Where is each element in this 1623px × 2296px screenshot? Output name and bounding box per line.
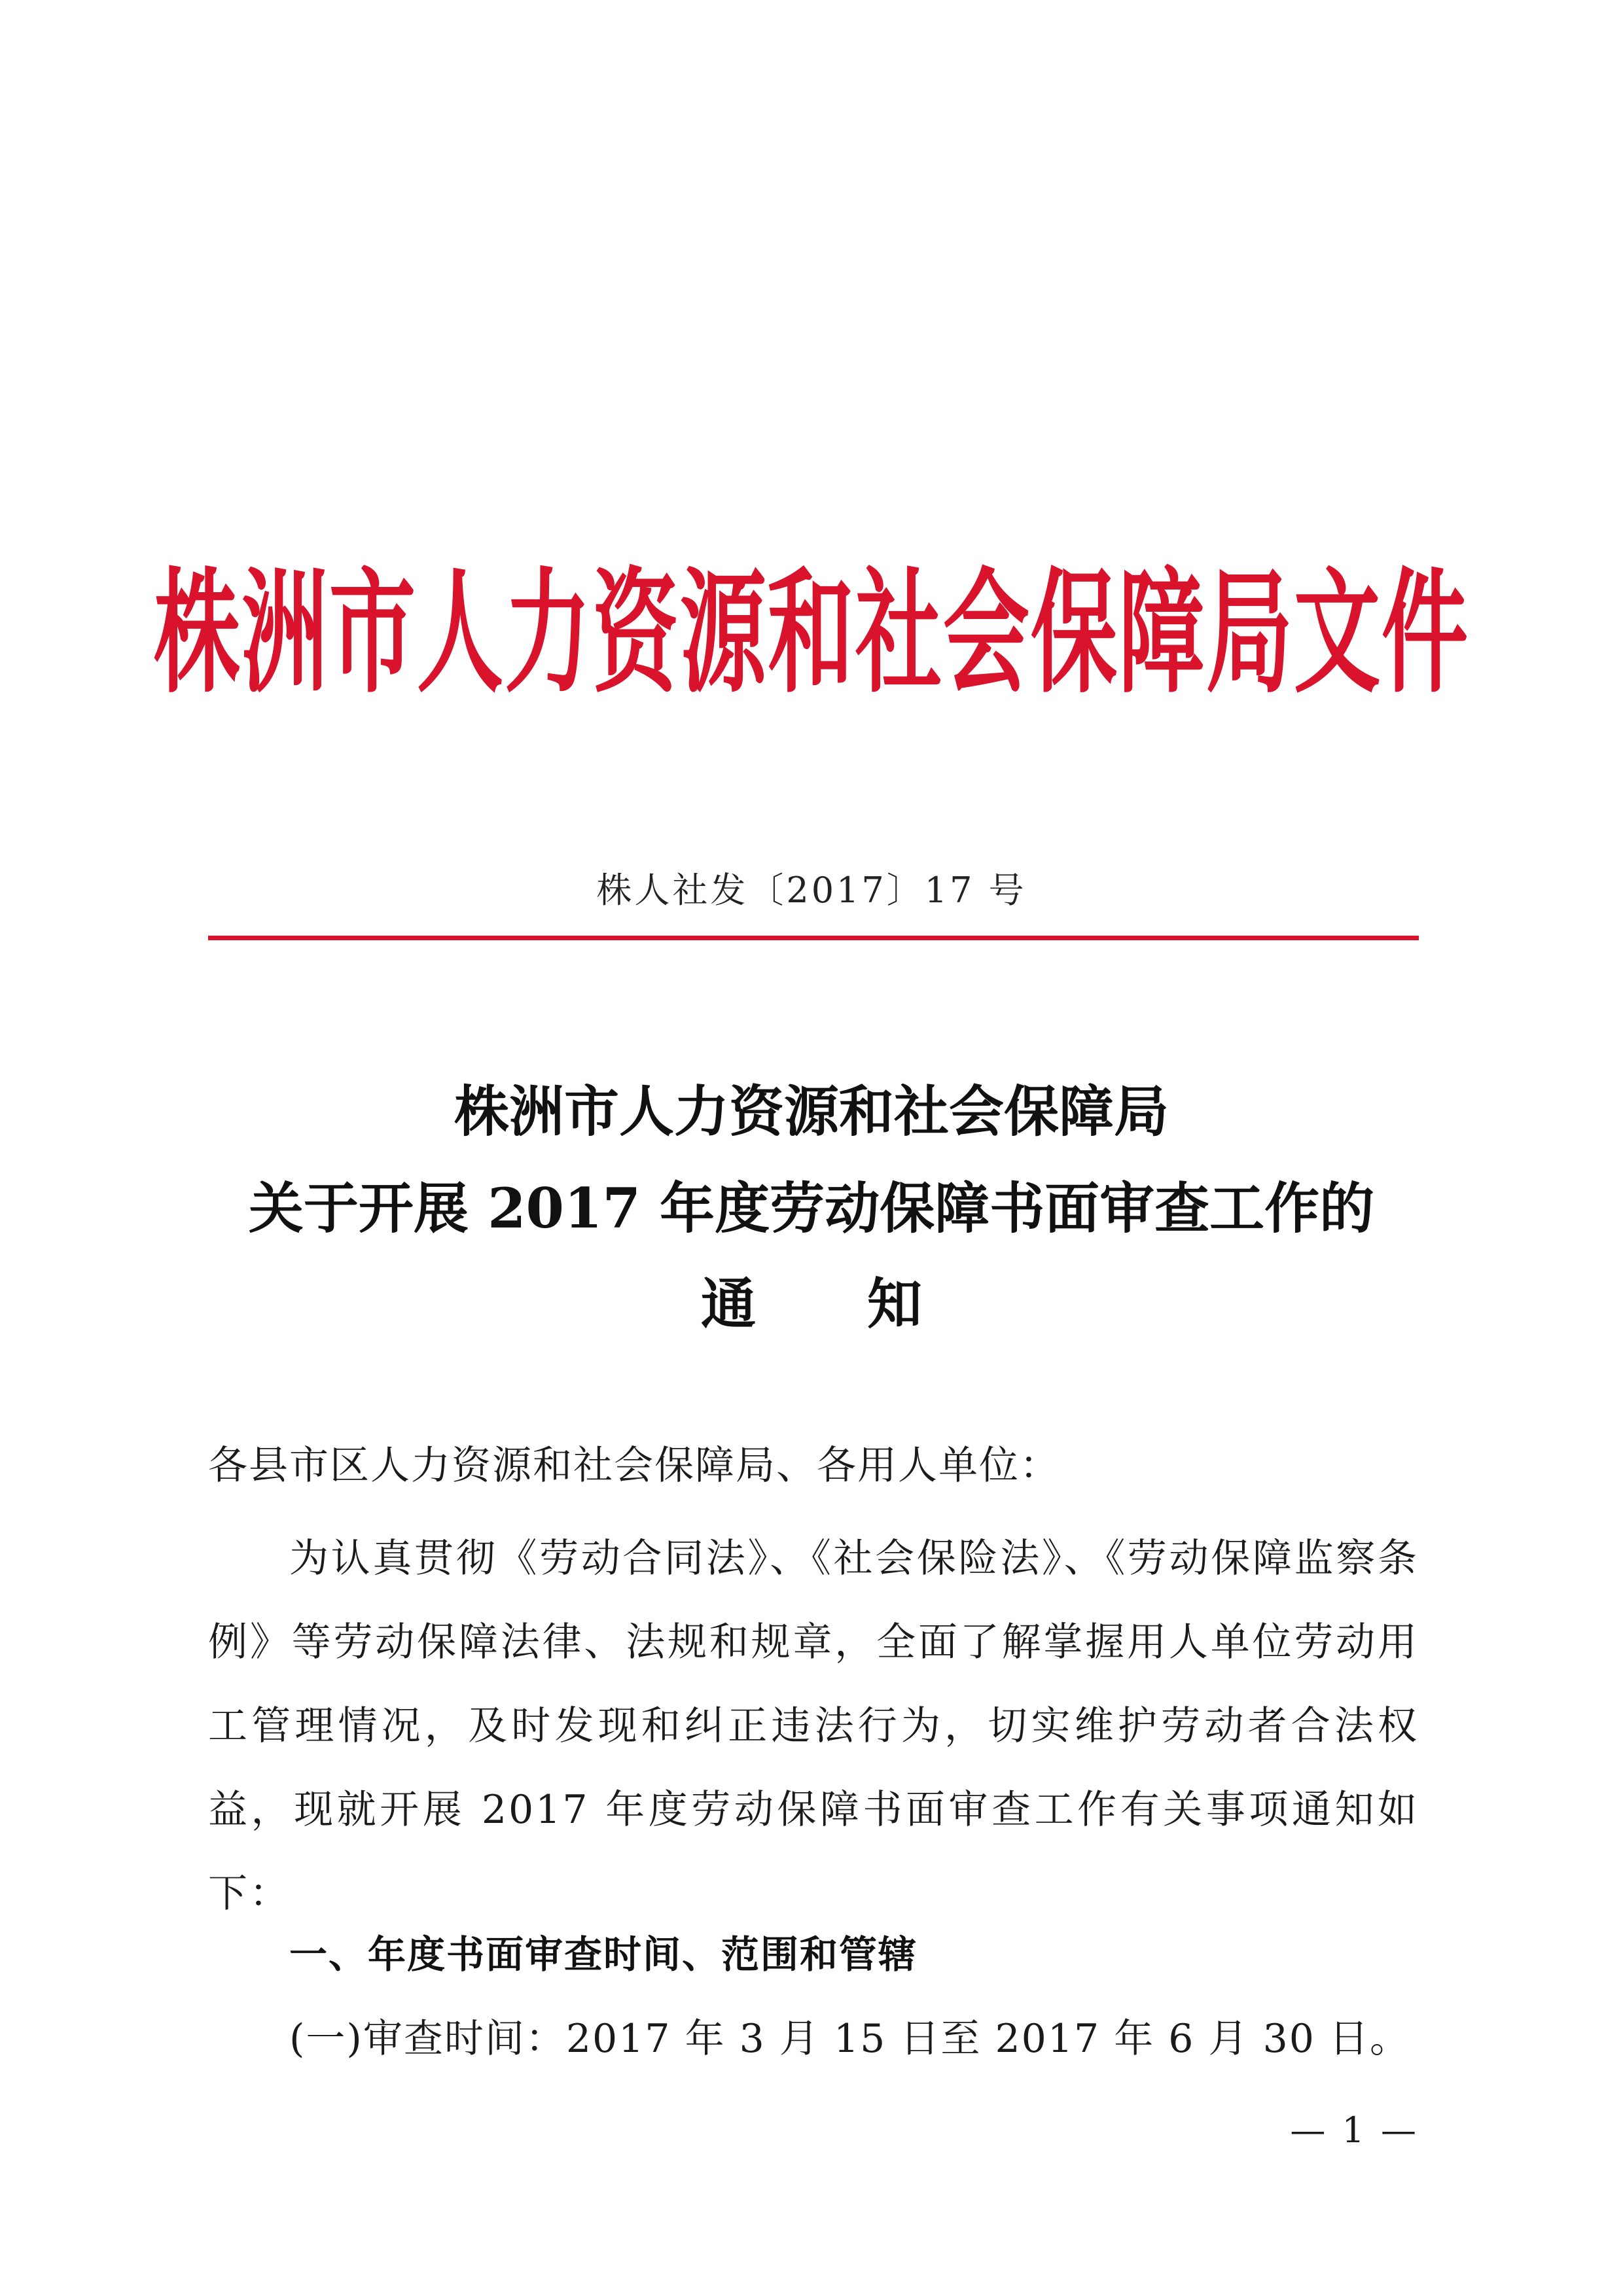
- notice-title-line-1: 株洲市人力资源和社会保障局: [454, 1079, 1169, 1144]
- masthead-title: 株洲市人力资源和社会保障局文件: [154, 556, 1469, 712]
- document-number: 株人社发〔2017〕17 号: [596, 870, 1027, 911]
- section-heading-1: 一、年度书面审查时间、范围和管辖: [289, 1932, 918, 1977]
- body-paragraph-1: 为认真贯彻《劳动合同法》、《社会保险法》、《劳动保障监察条例》等劳动保障法律、法规和规章，全面了解掌握用人单位劳动用工管理情况，及时发现和纠正违法行为，切实维护劳动者合法权益，现就开展 2017 年度劳动保障书面审查工作有关事项通知如下：: [208, 1536, 1419, 1916]
- red-divider-rule: [208, 936, 1419, 940]
- notice-title-char-1: 通: [700, 1271, 756, 1336]
- document-masthead: [154, 523, 1469, 720]
- notice-title-line-3: [131, 1260, 1492, 1339]
- salutation: 各县市区人力资源和社会保障局、各用人单位：: [208, 1443, 1060, 1489]
- page-number: — 1 —: [1290, 2110, 1419, 2151]
- section-1-item-1: (一)审查时间：2017 年 3 月 15 日至 2017 年 6 月 30 日。: [289, 2016, 1411, 2062]
- notice-title-char-2: 知: [867, 1271, 923, 1336]
- notice-title-line-2: 关于开展 2017 年度劳动保障书面审查工作的: [248, 1176, 1375, 1241]
